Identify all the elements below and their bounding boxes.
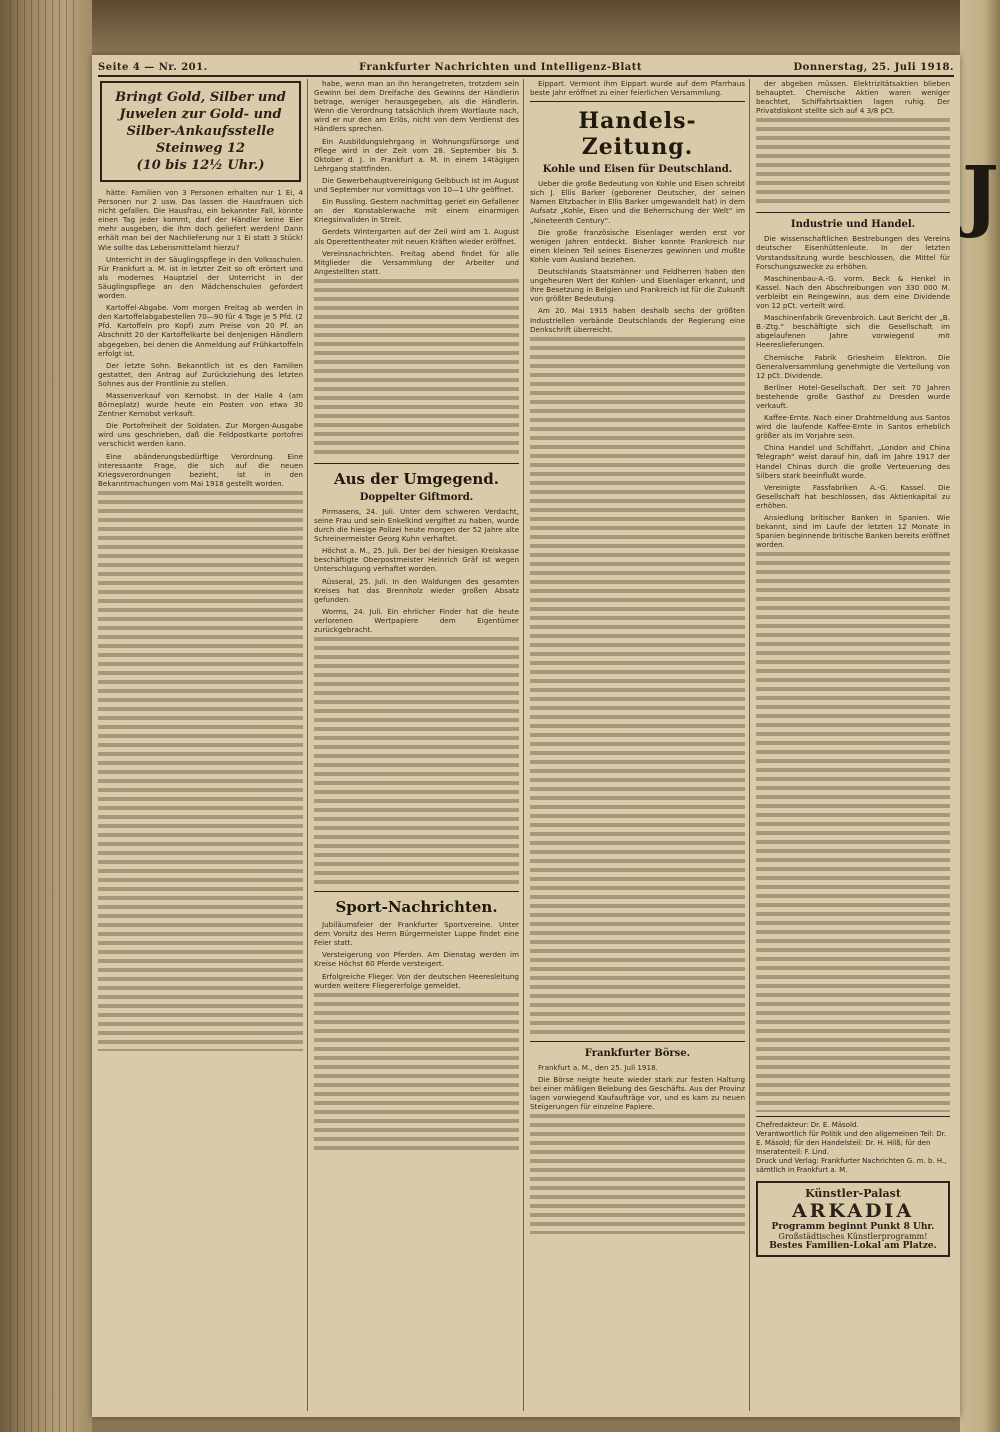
article-paragraph: Chemische Fabrik Griesheim Elektron. Die Generalversammlung genehmigte die Verteilung von 12 pCt. Dividende. [756,352,950,380]
section-rule [530,101,745,102]
subheading-kohle-eisen: Kohle und Eisen für Deutschland. [542,164,733,176]
article-paragraph: Am 20. Mai 1915 haben deshalb sechs der größten Industriellen verbände Deutschlands der Regierung eine Denkschrift überreicht. [530,306,745,334]
column-3-intro [530,79,745,97]
top-binding-shadow [92,0,960,55]
gold-ad-line: Bringt Gold, Silber und [115,90,286,105]
illegible-text-texture [314,279,519,459]
newspaper-page [92,55,960,1417]
arkadia-venue: Künstler-Palast [805,1187,901,1201]
subheading-giftmord: Doppelter Giftmord. [359,491,474,503]
arkadia-tagline: Großstädtisches Künstlerprogramm! [778,1232,928,1242]
section-heading-umgegend: Aus der Umgegend. [334,469,499,488]
column-1-text [98,188,303,488]
imprint-line: Druck und Verlag: Frankfurter Nachrichten G. m. b. H., sämtlich in Frankfurt a. M. [756,1157,947,1175]
article-paragraph: Ansiedlung britischer Banken in Spanien. Wie bekannt, sind im Laufe der letzten 12 Monate in Spanien beginnende britische Banken bereits eröffnet worden. [756,513,951,550]
article-paragraph: Ueber die große Bedeutung von Kohle und Eisen schreibt sich J. Ellis Barker (geborener Deutscher, der seinen Namen Eltzbacher in Ellis Barker umgewandelt hat) in dem Aufsatz „Kohle, Eisen und die Beherrschung der Welt“ im „Nineteenth Century“. [530,179,745,225]
article-paragraph: Ein Russling. Gestern nachmittag geriet ein Gefallener an der Konstablerwache mit einem einarmigen Kriegsinvaliden in Streit. [314,197,519,225]
section-rule [756,212,950,213]
article-paragraph: habe, wenn man an ihn herangetreten, trotzdem sein Gewinn bei dem Dreifache des Gewinns der Händlerin betrage, weniger herausgegeben, als die Händlerin. Wenn die Verordnung tatsächlich ihrem Wortlaute nach, wird er nur den am Erlös, nicht von dem Verdienst des Händlers sprechen. [314,79,519,134]
umgegend-text [314,507,519,634]
column-1 [98,79,308,1411]
book-binding-right [960,0,1000,1432]
article-paragraph: Vereinsnachrichten. Freitag abend findet für alle Mitglieder die Versammlung der Arbeiter und Angestellten statt. [314,248,519,276]
section-heading-boerse: Frankfurter Börse. [584,1047,691,1059]
article-paragraph: Eippart. Vermont ihm Eippart wurde auf dem Pfarrhaus beste Jahr eröffnet zu einer feierlichen Versammlung. [530,79,745,98]
illegible-text-texture [756,552,950,1112]
paper-name: Frankfurter Nachrichten und Intelligenz-Blatt [359,61,642,73]
article-paragraph: Pirmasens, 24. Juli. Unter dem schweren Verdacht, seine Frau und sein Enkelkind vergiftet zu haben, wurde durch die hiesige Polizei heute morgen der 52 Jahre alte Schreinermeister Georg Kuhn verhaftet. [314,506,519,544]
article-paragraph: Versteigerung von Pferden. Am Dienstag werden im Kreise Höchst 60 Pferde versteigert. [314,950,519,969]
article-paragraph: Eine abänderungsbedürftige Verordnung. Eine interessante Frage, die sich auf die neuen Kriegsverordnungen bezieht, ist in den Bekanntmachungen vom Mai 1918 gestellt worden. [98,451,303,488]
article-paragraph: Unterricht in der Säuglingspflege in den Volksschulen. Für Frankfurt a. M. ist in letzter Zeit so oft erörtert und als modernes Hauptziel der Unterricht in der Säuglingspflege an den Mädchenschulen gefordert worden. [98,254,303,301]
article-paragraph: Vereinigte Fassfabriken A.-G. Kassel. Die Gesellschaft hat beschlossen, das Aktienkapital zu erhöhen. [756,482,950,510]
article-paragraph: Die wissenschaftlichen Bestrebungen des Vereins deutscher Eisenhüttenleute. In der letzten Vorstandssitzung wurde beschlossen, die Mittel für Forschungszwecke zu erhöhen. [756,234,950,271]
gold-ad [100,81,301,182]
article-paragraph: hätte: Familien von 3 Personen erhalten nur 1 Ei, 4 Personen nur 2 usw. Das lassen die Hausfrauen sich nicht gefallen. Die Hausfrau, ein bekannter Fall, könnte einen Tag jeder kommt, darf der Händler keine Eier mehr ausgeben, die ihm doch geliefert werden! Dann erhält man bei der Nachlieferung nur 1 Ei statt 3 Stück! Wie sollte das Lebensmittelamt hierzu? [98,188,303,252]
illegible-text-texture [314,637,519,887]
gold-ad-line: (10 bis 12½ Uhr.) [136,158,265,173]
page-columns [98,79,954,1411]
arkadia-slogan: Bestes Familien-Lokal am Platze. [769,1241,937,1252]
article-paragraph: Die Gewerbehauptvereinigung Gelbbuch ist im August und September nur vormittags von 10—1 Uhr geöffnet. [314,175,519,195]
column-4 [756,79,954,1411]
article-paragraph: der abgeben müssen. Elektrizitätsaktien blieben behauptet. Chemische Aktien waren weniger beachtet, Schiffahrtsaktien lagen ruhig. Der Privatdiskont stellte sich auf 4 3/8 pCt. [756,79,950,116]
article-paragraph: Worms, 24. Juli. Ein ehrlicher Finder hat die heute verlorenen Wertpapiere dem Eigentümer zurückgebracht. [314,606,519,634]
article-paragraph: Maschinenbau-A.-G. vorm. Beck & Henkel in Kassel. Nach den Abschreibungen von 330 000 M. verbleibt ein Reingewinn, aus dem eine Dividende von 12 pCt. verteilt wird. [756,273,950,311]
section-heading-industrie: Industrie und Handel. [790,219,916,231]
imprint-line: Chefredakteur: Dr. E. Mäsold. [756,1121,859,1130]
article-paragraph: China Handel und Schiffahrt. „London and China Telegraph“ weist darauf hin, daß im Jahre 1917 der Handel Chinas durch die große Verteuerung des Silbers stark beeinflußt wurde. [756,443,950,480]
illegible-text-texture [314,993,519,1153]
article-paragraph: Ein Ausbildungslehrgang in Wohnungsfürsorge und Pflege wird in der Zeit vom 28. September bis 5. Oktober d. J. in Frankfurt a. M. in einem 14tägigen Lehrgang stattfinden. [314,136,519,173]
handel-text [530,179,745,334]
article-paragraph: Die Börse neigte heute wieder stark zur festen Haltung bei einer mäßigen Belebung des Geschäfts. Aus der Provinz lagen vorwiegend Kaufaufträge vor, und es kam zu neuen Steigerungen für einzelne Papiere. [530,1074,745,1112]
column-2-text [314,79,519,276]
illegible-text-texture [530,337,745,1037]
section-rule [314,891,519,892]
gold-ad-line: Juwelen zur Gold- und [119,107,282,122]
article-paragraph: Der letzte Sohn. Bekanntlich ist es den Familien gestattet, den Antrag auf Zurückziehung des letzten Sohnes aus der Frontlinie zu stellen. [98,360,303,388]
arkadia-program: Programm beginnt Punkt 8 Uhr. [771,1222,935,1233]
article-paragraph: Erfolgreiche Flieger. Von der deutschen Heeresleitung wurden weitere Fliegererfolge gemeldet. [314,971,519,990]
article-paragraph: Berliner Hotel-Gesellschaft. Der seit 70 Jahren bestehende große Gasthof zu Dresden wurde verkauft. [756,382,950,410]
imprint [756,1121,950,1175]
illegible-text-texture [756,118,950,208]
book-binding-left [0,0,92,1432]
page-edges [10,0,80,1432]
column-2 [314,79,524,1411]
column-3 [530,79,750,1411]
illegible-text-texture [98,491,303,1051]
page-label: Seite 4 — Nr. 201. [98,61,208,73]
section-rule [314,463,519,464]
article-paragraph: Die große französische Eisenlager werden erst vor wenigen Jahren entdeckt. Bisher konnte Frankreich nur einen kleinen Teil seines Eisenerzes gewinnen und mußte Kohle vom Ausland beziehen. [530,227,745,264]
sport-text [314,920,519,990]
illegible-text-texture [530,1114,745,1234]
article-paragraph: Maschinenfabrik Grevenbroich. Laut Bericht der „B. B.-Ztg.“ beschäftigte sich die Gesellschaft im abgelaufenen Jahre vorwiegend mit Heereslieferungen. [756,313,950,350]
article-paragraph: Gerdets Wintergarten auf der Zeil wird am 1. August als Operettentheater mit neuen Kräften wieder eröffnet. [314,227,519,246]
boerse-dateline: Frankfurt a. M., den 25. Juli 1918. [538,1062,658,1072]
arkadia-name: ARKADIA [791,1200,915,1223]
article-paragraph: Höchst a. M., 25. Juli. Der bei der hiesigen Kreiskasse beschäftigte Oberpostmeister Heinrich Gräf ist wegen Unterschlagung verhaftet worden. [314,546,519,574]
next-page-letter: J [962,150,999,241]
page-header [98,59,954,77]
article-paragraph: Kaffee-Ernte. Nach einer Drahtmeldung aus Santos wird die laufende Kaffee-Ernte in Santos erheblich größer als im Vorjahre sein. [756,413,950,441]
section-rule [530,1041,745,1042]
arkadia-ad [756,1181,950,1257]
section-heading-sport: Sport-Nachrichten. [335,898,498,917]
gold-ad-line: Silber-Ankaufsstelle Steinweg 12 [126,124,275,156]
article-paragraph: Rüsseral, 25. Juli. In den Waldungen des gesamten Kreises hat das Brennholz wieder großen Absatz gefunden. [314,576,519,604]
imprint-line: Verantwortlich für Politik und den allgemeinen Teil: Dr. E. Mäsold; für den Handelsteil: Dr. H. Hilß; für den Inseratenteil: F. Lind. [756,1130,947,1157]
column-4-intro [756,79,950,115]
issue-date: Donnerstag, 25. Juli 1918. [793,61,954,73]
article-paragraph: Kartoffel-Abgabe. Vom morgen Freitag ab werden in den Kartoffelabgabestellen 70—90 für 4 Tage je 5 Pfd. (2 Pfd. Kartoffeln pro Kopf) zum Preise von 20 Pf. an Abschnitt 20 der Kartoffelkarte bei denjenigen Händlern abgegeben, bei denen die Anmeldung auf Frühkartoffeln erfolgt ist. [98,303,303,358]
article-paragraph: Deutschlands Staatsmänner und Feldherren haben den ungeheuren Wert der Kohlen- und Eisenlager erkannt, und ihre Besetzung in Belgien und Frankreich ist für die Zukunft von größter Bedeutung. [530,267,745,304]
section-heading-handel: Handels-Zeitung. [578,108,697,161]
section-rule [756,1116,950,1117]
boerse-text [530,1063,745,1111]
article-paragraph: Massenverkauf von Kernobst. In der Halle 4 (am Börneplatz) wurde heute ein Posten von etwa 30 Zentner Kernobst verkauft. [98,390,303,419]
article-paragraph: Die Portofreiheit der Soldaten. Zur Morgen-Ausgabe wird uns geschrieben, daß die Feldpostkarte portofrei verschickt werden kann. [98,421,303,449]
industrie-text [756,234,950,549]
article-paragraph: Jubiläumsfeier der Frankfurter Sportvereine. Unter dem Vorsitz des Herrn Bürgermeister Luppe findet eine Feier statt. [314,920,519,948]
